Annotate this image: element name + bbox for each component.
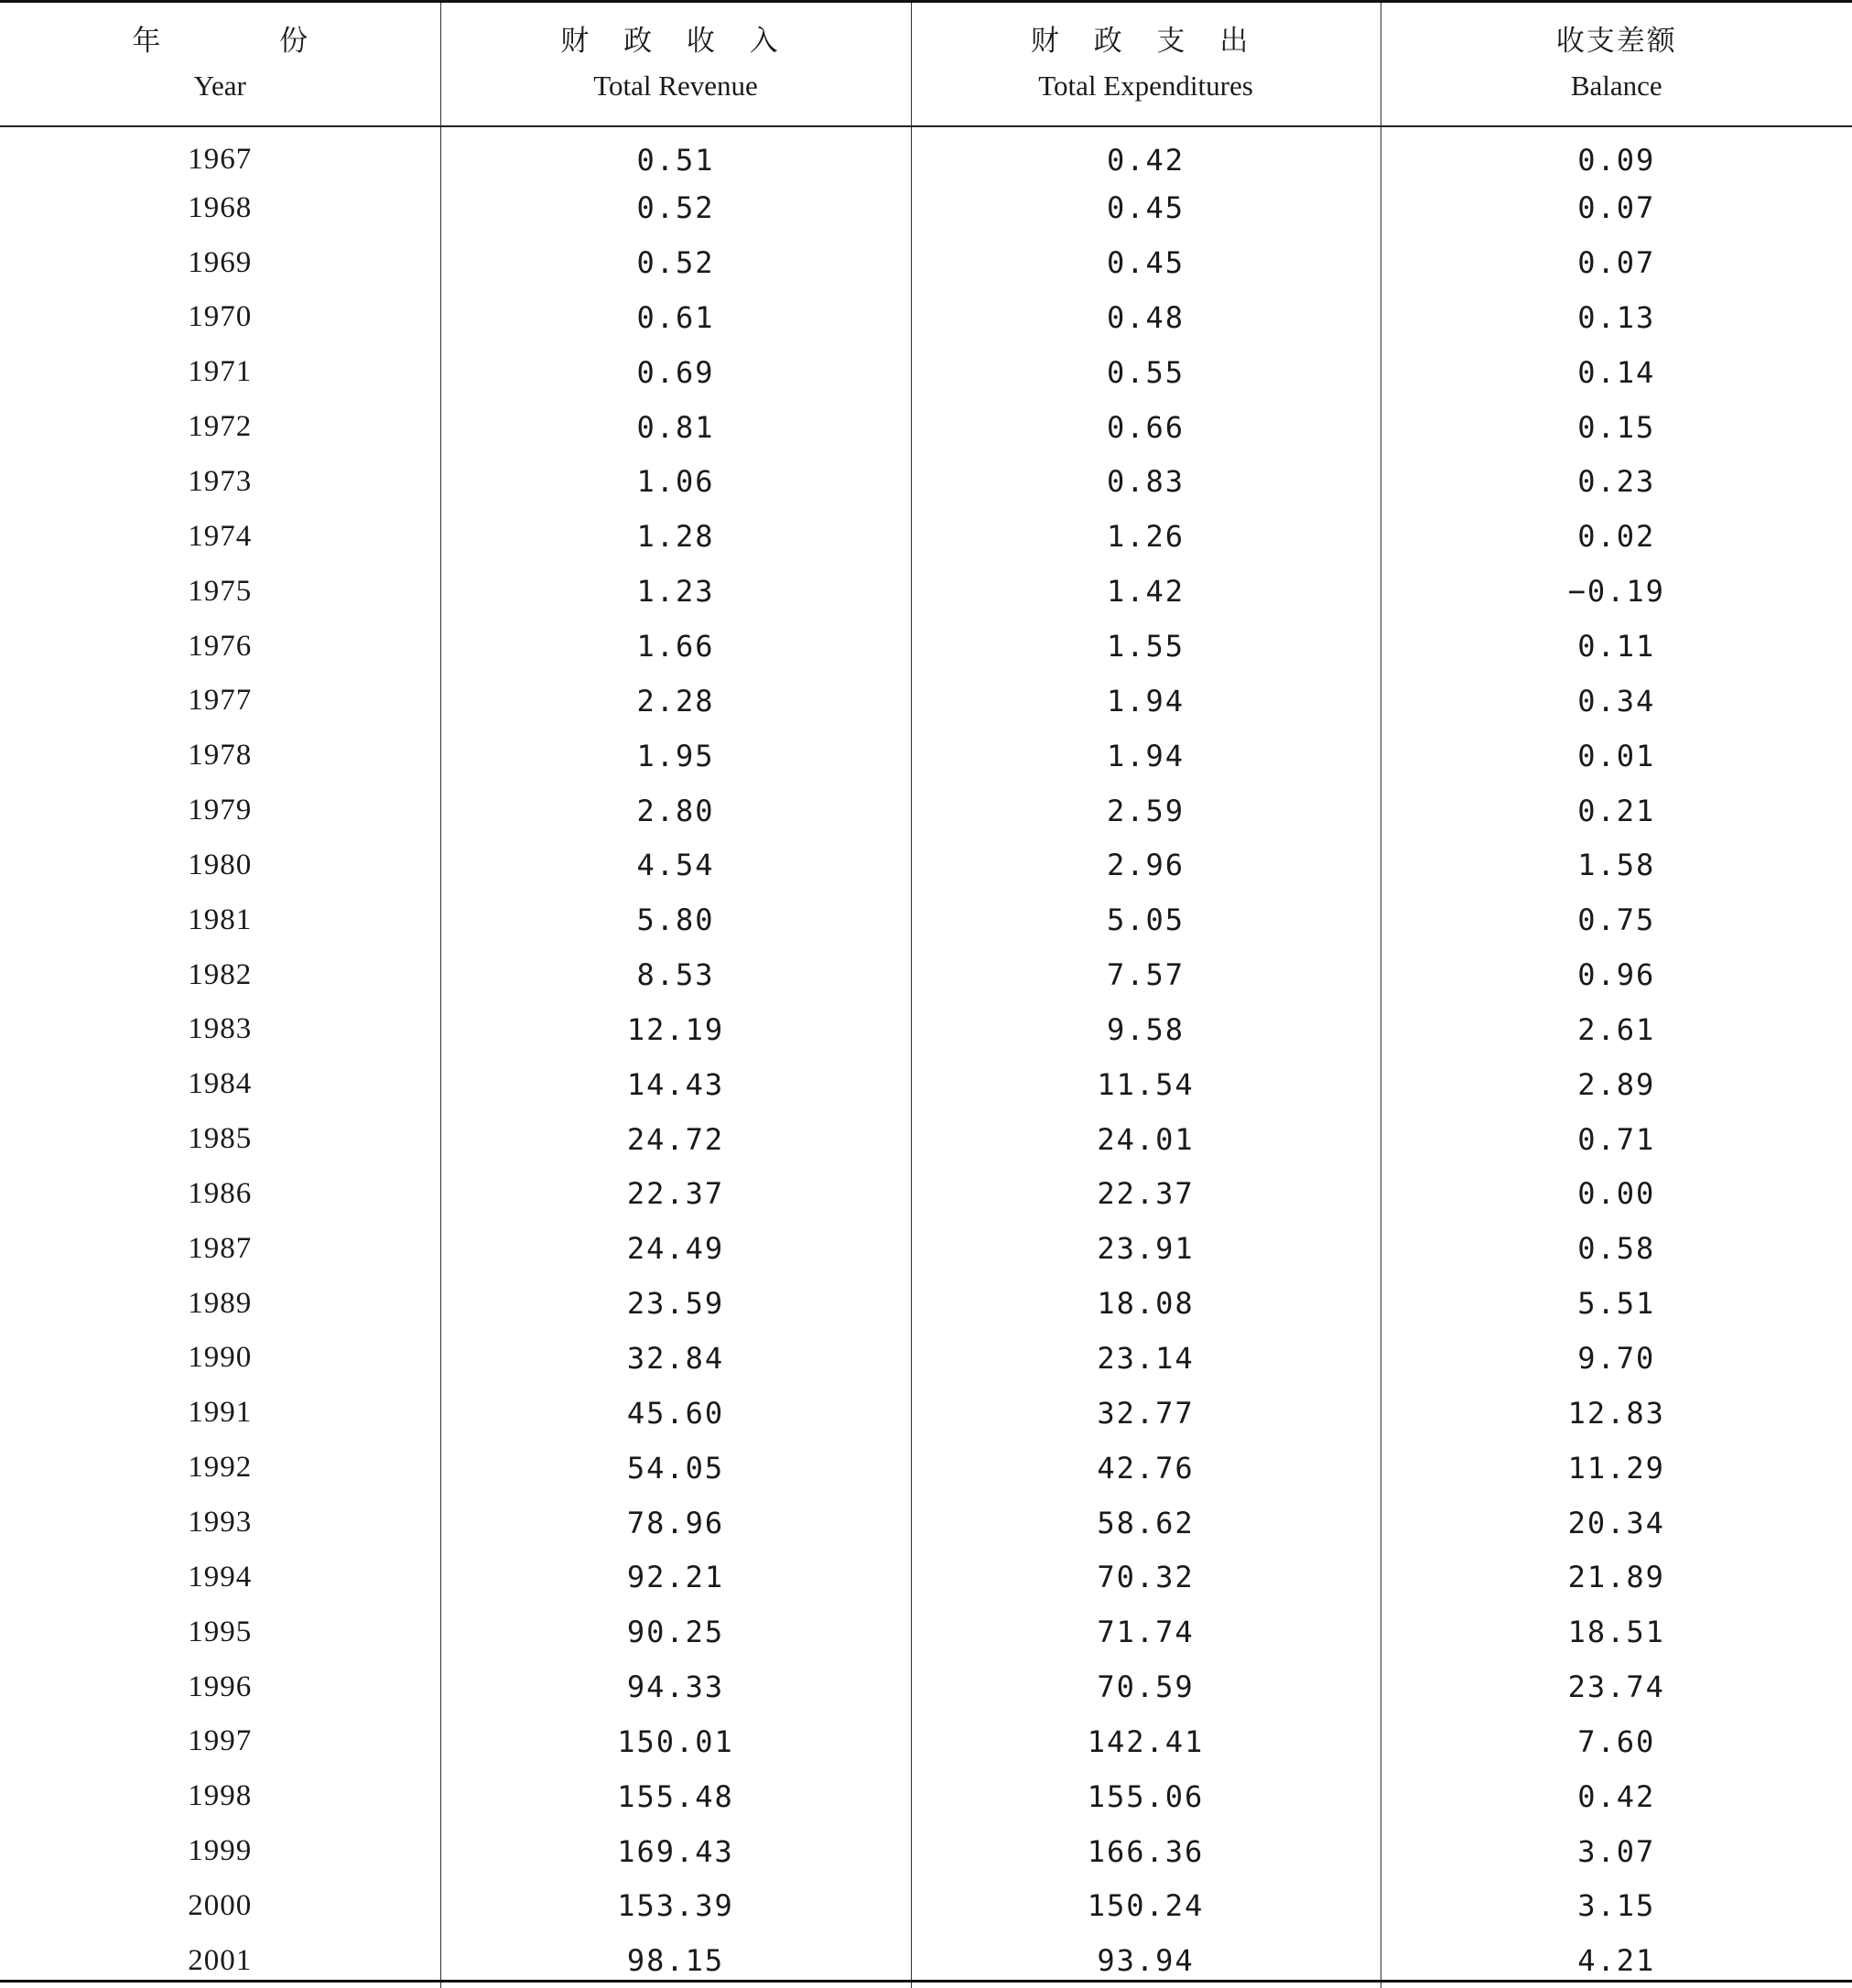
revenue-cell: 45.60: [440, 1386, 911, 1441]
year-cell: 1973: [0, 455, 440, 510]
year-cell: 1990: [0, 1331, 440, 1386]
balance-cell: 0.23: [1381, 455, 1852, 510]
header-year: [0, 2, 440, 126]
table-row: [0, 892, 1852, 947]
expenditures-cell: 32.77: [911, 1386, 1381, 1441]
balance-cell: −0.19: [1381, 564, 1852, 619]
table-bottom-rule: [0, 1980, 1852, 1983]
year-cell: 1970: [0, 290, 440, 345]
expenditures-cell: 42.76: [911, 1441, 1381, 1496]
header-balance-en: Balance: [1381, 65, 1852, 107]
expenditures-cell: 0.42: [911, 126, 1381, 181]
balance-cell: 0.96: [1381, 947, 1852, 1002]
balance-cell: 1.58: [1381, 837, 1852, 892]
year-cell: 1972: [0, 400, 440, 455]
balance-cell: 0.00: [1381, 1167, 1852, 1222]
balance-cell: 0.13: [1381, 290, 1852, 345]
table-row: [0, 729, 1852, 783]
table-row: [0, 290, 1852, 345]
table-header: [0, 2, 1852, 126]
table-row: [0, 400, 1852, 455]
revenue-cell: 0.69: [440, 345, 911, 400]
year-cell: 2000: [0, 1879, 440, 1934]
year-cell: 1968: [0, 180, 440, 235]
year-cell: 1984: [0, 1057, 440, 1112]
expenditures-cell: 71.74: [911, 1604, 1381, 1659]
header-revenue: [440, 2, 911, 126]
revenue-cell: 0.81: [440, 400, 911, 455]
revenue-cell: 1.95: [440, 729, 911, 783]
revenue-cell: 98.15: [440, 1933, 911, 1988]
expenditures-cell: 24.01: [911, 1112, 1381, 1167]
table-row: [0, 180, 1852, 235]
balance-cell: 0.07: [1381, 180, 1852, 235]
year-cell: 1986: [0, 1167, 440, 1222]
revenue-cell: 2.28: [440, 674, 911, 729]
table-row: [0, 1769, 1852, 1824]
table-row: [0, 1331, 1852, 1386]
balance-cell: 0.07: [1381, 235, 1852, 290]
header-year-en: Year: [0, 65, 440, 107]
table-row: [0, 1824, 1852, 1879]
header-balance: [1381, 2, 1852, 126]
balance-cell: 7.60: [1381, 1714, 1852, 1769]
revenue-cell: 24.72: [440, 1112, 911, 1167]
year-cell: 1993: [0, 1496, 440, 1550]
table-row: [0, 564, 1852, 619]
revenue-cell: 78.96: [440, 1496, 911, 1550]
expenditures-cell: 22.37: [911, 1167, 1381, 1222]
balance-cell: 0.42: [1381, 1769, 1852, 1824]
header-expenditures-en: Total Expenditures: [912, 65, 1381, 107]
balance-cell: 0.34: [1381, 674, 1852, 729]
table-row: [0, 1386, 1852, 1441]
revenue-cell: 92.21: [440, 1550, 911, 1604]
expenditures-cell: 150.24: [911, 1879, 1381, 1934]
expenditures-cell: 70.59: [911, 1659, 1381, 1714]
balance-cell: 0.02: [1381, 509, 1852, 564]
expenditures-cell: 11.54: [911, 1057, 1381, 1112]
header-balance-zh: 收支差额: [1381, 21, 1852, 61]
year-cell: 1994: [0, 1550, 440, 1604]
year-cell: 1991: [0, 1386, 440, 1441]
balance-cell: 21.89: [1381, 1550, 1852, 1604]
balance-cell: 12.83: [1381, 1386, 1852, 1441]
expenditures-cell: 0.66: [911, 400, 1381, 455]
year-cell: 1975: [0, 564, 440, 619]
revenue-cell: 90.25: [440, 1604, 911, 1659]
expenditures-cell: 0.45: [911, 235, 1381, 290]
revenue-cell: 0.61: [440, 290, 911, 345]
revenue-cell: 94.33: [440, 1659, 911, 1714]
revenue-cell: 14.43: [440, 1057, 911, 1112]
revenue-cell: 32.84: [440, 1331, 911, 1386]
table-row: [0, 345, 1852, 400]
header-year-zh: 年 份: [0, 21, 440, 61]
expenditures-cell: 0.48: [911, 290, 1381, 345]
revenue-cell: 150.01: [440, 1714, 911, 1769]
expenditures-cell: 23.14: [911, 1331, 1381, 1386]
table-row: [0, 1167, 1852, 1222]
table-row: [0, 1221, 1852, 1276]
balance-cell: 2.89: [1381, 1057, 1852, 1112]
table-row: [0, 1604, 1852, 1659]
expenditures-cell: 166.36: [911, 1824, 1381, 1879]
revenue-cell: 0.51: [440, 126, 911, 181]
revenue-cell: 1.23: [440, 564, 911, 619]
table-row: [0, 1879, 1852, 1934]
revenue-cell: 155.48: [440, 1769, 911, 1824]
expenditures-cell: 155.06: [911, 1769, 1381, 1824]
table-row: [0, 1496, 1852, 1550]
balance-cell: 9.70: [1381, 1331, 1852, 1386]
expenditures-cell: 9.58: [911, 1002, 1381, 1057]
year-cell: 1971: [0, 345, 440, 400]
expenditures-cell: 1.26: [911, 509, 1381, 564]
year-cell: 1995: [0, 1604, 440, 1659]
revenue-cell: 5.80: [440, 892, 911, 947]
table-row: [0, 235, 1852, 290]
revenue-cell: 0.52: [440, 180, 911, 235]
balance-cell: 0.09: [1381, 126, 1852, 181]
balance-cell: 11.29: [1381, 1441, 1852, 1496]
revenue-cell: 22.37: [440, 1167, 911, 1222]
year-cell: 1976: [0, 619, 440, 674]
balance-cell: 0.14: [1381, 345, 1852, 400]
balance-cell: 20.34: [1381, 1496, 1852, 1550]
balance-cell: 3.15: [1381, 1879, 1852, 1934]
table-row: [0, 947, 1852, 1002]
expenditures-cell: 1.94: [911, 674, 1381, 729]
balance-cell: 0.71: [1381, 1112, 1852, 1167]
year-cell: 1969: [0, 235, 440, 290]
year-cell: 1980: [0, 837, 440, 892]
balance-cell: 0.11: [1381, 619, 1852, 674]
year-cell: 1979: [0, 783, 440, 838]
revenue-cell: 169.43: [440, 1824, 911, 1879]
table-row: [0, 837, 1852, 892]
table-row: [0, 1112, 1852, 1167]
table-row: [0, 1057, 1852, 1112]
year-cell: 1998: [0, 1769, 440, 1824]
header-expenditures-zh: 财 政 支 出: [912, 21, 1381, 61]
header-expenditures: [911, 2, 1381, 126]
table-row: [0, 783, 1852, 838]
revenue-cell: 0.52: [440, 235, 911, 290]
table-row: [0, 1441, 1852, 1496]
header-row: [0, 2, 1852, 126]
revenue-cell: 24.49: [440, 1221, 911, 1276]
revenue-cell: 54.05: [440, 1441, 911, 1496]
expenditures-cell: 1.94: [911, 729, 1381, 783]
expenditures-cell: 1.55: [911, 619, 1381, 674]
balance-cell: 4.21: [1381, 1933, 1852, 1988]
header-revenue-zh: 财 政 收 入: [441, 21, 911, 61]
table-row: [0, 674, 1852, 729]
table-row: [0, 1659, 1852, 1714]
year-cell: 1985: [0, 1112, 440, 1167]
balance-cell: 0.01: [1381, 729, 1852, 783]
balance-cell: 0.15: [1381, 400, 1852, 455]
header-revenue-en: Total Revenue: [441, 65, 911, 107]
balance-cell: 3.07: [1381, 1824, 1852, 1879]
expenditures-cell: 2.59: [911, 783, 1381, 838]
balance-cell: 18.51: [1381, 1604, 1852, 1659]
year-cell: 1999: [0, 1824, 440, 1879]
year-cell: 1996: [0, 1659, 440, 1714]
year-cell: 1983: [0, 1002, 440, 1057]
balance-cell: 0.75: [1381, 892, 1852, 947]
revenue-cell: 2.80: [440, 783, 911, 838]
table-row: [0, 509, 1852, 564]
year-cell: 1982: [0, 947, 440, 1002]
expenditures-cell: 18.08: [911, 1276, 1381, 1331]
table-row: [0, 1002, 1852, 1057]
expenditures-cell: 7.57: [911, 947, 1381, 1002]
year-cell: 1981: [0, 892, 440, 947]
year-cell: 2001: [0, 1933, 440, 1988]
year-cell: 1977: [0, 674, 440, 729]
year-cell: 1992: [0, 1441, 440, 1496]
expenditures-cell: 0.83: [911, 455, 1381, 510]
year-cell: 1997: [0, 1714, 440, 1769]
revenue-cell: 12.19: [440, 1002, 911, 1057]
year-cell: 1989: [0, 1276, 440, 1331]
year-cell: 1967: [0, 126, 440, 181]
expenditures-cell: 2.96: [911, 837, 1381, 892]
table-row: [0, 1276, 1852, 1331]
revenue-cell: 1.28: [440, 509, 911, 564]
table-row: [0, 455, 1852, 510]
balance-cell: 5.51: [1381, 1276, 1852, 1331]
expenditures-cell: 0.55: [911, 345, 1381, 400]
revenue-cell: 4.54: [440, 837, 911, 892]
year-cell: 1974: [0, 509, 440, 564]
expenditures-cell: 1.42: [911, 564, 1381, 619]
year-cell: 1978: [0, 729, 440, 783]
expenditures-cell: 93.94: [911, 1933, 1381, 1988]
expenditures-cell: 0.45: [911, 180, 1381, 235]
balance-cell: 0.21: [1381, 783, 1852, 838]
expenditures-cell: 142.41: [911, 1714, 1381, 1769]
expenditures-cell: 58.62: [911, 1496, 1381, 1550]
expenditures-cell: 23.91: [911, 1221, 1381, 1276]
revenue-cell: 23.59: [440, 1276, 911, 1331]
balance-cell: 0.58: [1381, 1221, 1852, 1276]
expenditures-cell: 5.05: [911, 892, 1381, 947]
revenue-cell: 1.66: [440, 619, 911, 674]
year-cell: 1987: [0, 1221, 440, 1276]
table-body: [0, 126, 1852, 1988]
table-row: [0, 619, 1852, 674]
table-row: [0, 126, 1852, 181]
balance-cell: 2.61: [1381, 1002, 1852, 1057]
balance-cell: 23.74: [1381, 1659, 1852, 1714]
expenditures-cell: 70.32: [911, 1550, 1381, 1604]
table-row: [0, 1714, 1852, 1769]
revenue-cell: 8.53: [440, 947, 911, 1002]
revenue-cell: 1.06: [440, 455, 911, 510]
table-row: [0, 1550, 1852, 1604]
revenue-cell: 153.39: [440, 1879, 911, 1934]
